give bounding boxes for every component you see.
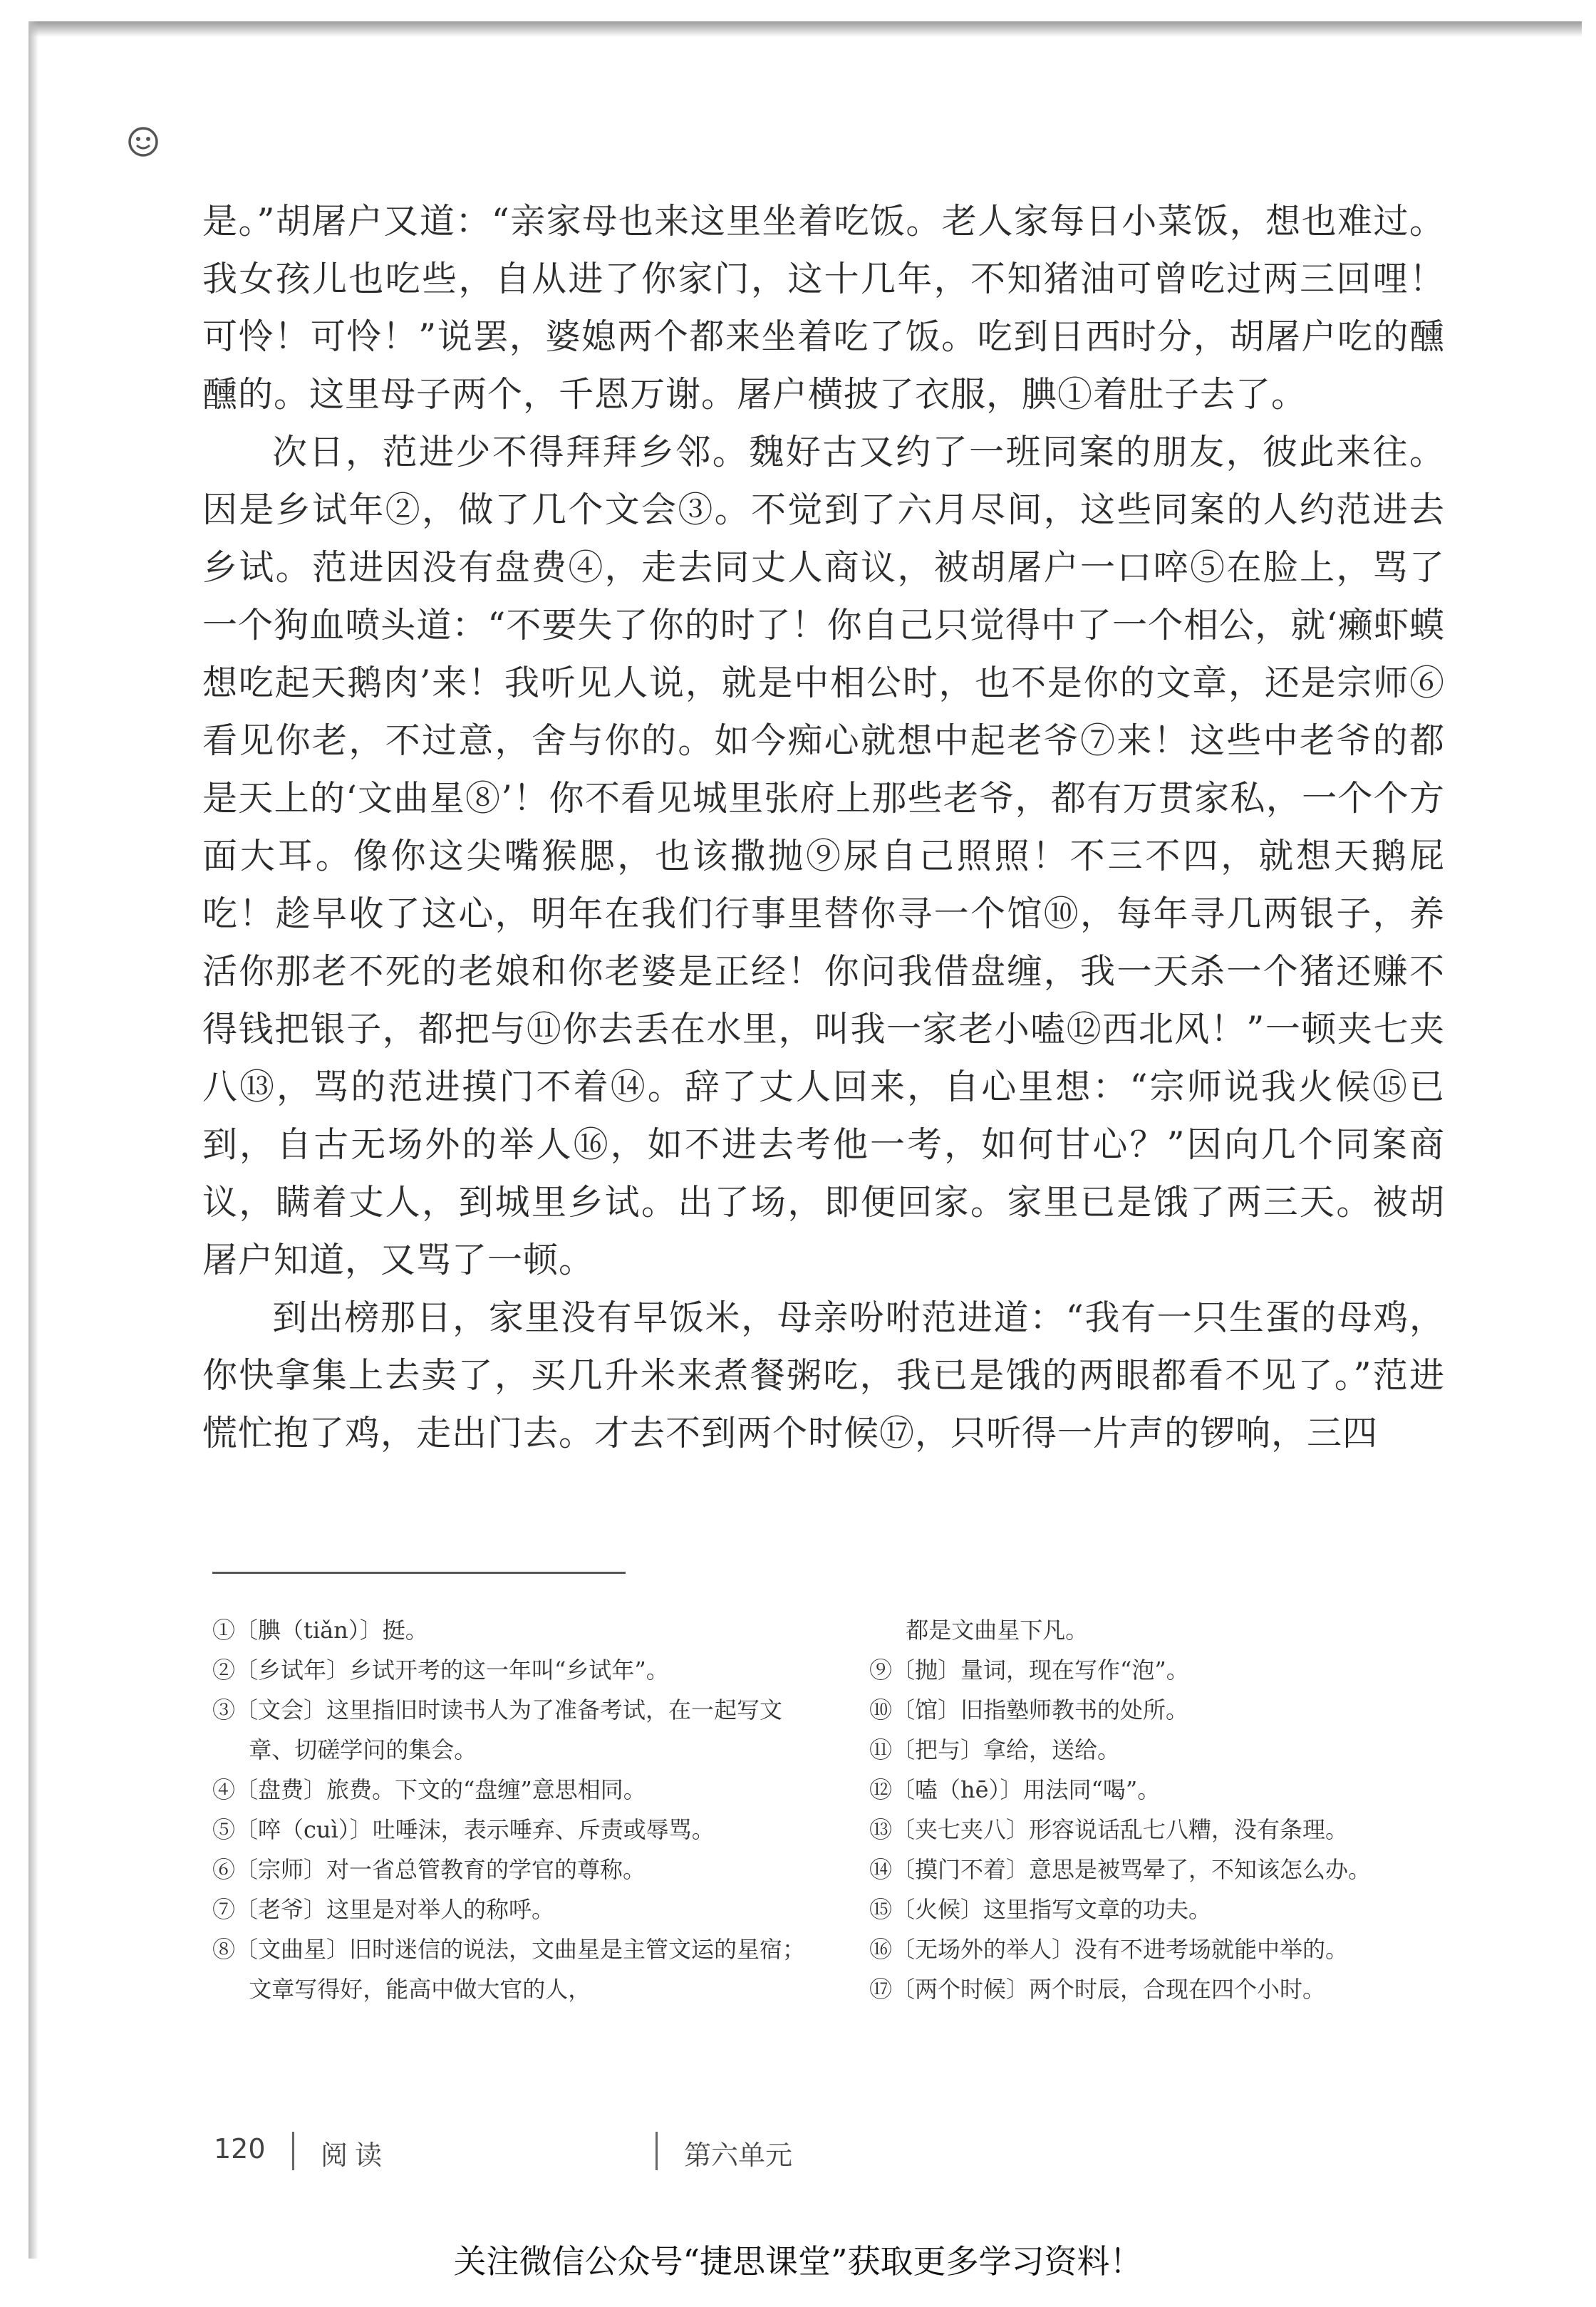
- footnote-12: ⑫〔嗑（hē）〕用法同“喝”。: [869, 1776, 1161, 1803]
- paragraph-2: 次日，范进少不得拜拜乡邻。魏好古又约了一班同案的朋友，彼此来往。因是乡试年②，做了几个文会③。不觉到了六月尽间，这些同案的人约范进去乡试。范进因没有盘费④，走去同丈人商议，被胡屠户一口啐⑤在脸上，骂了一个狗血喷头道：“不要失了你的时了！你自己只觉得中了一个相公，就‘癞虾蟆想吃起天鹅肉’来！我听见人说，就是中相公时，也不是你的文章，还是宗师⑥看见你老，不过意，舍与你的。如今痴心就想中起老爷⑦来！这些中老爷的都是天上的‘文曲星⑧’！你不看见城里张府上那些老爷，都有万贯家私，一个个方面大耳。像你这尖嘴猴腮，也该撒抛⑨尿自己照照！不三不四，就想天鹅屁吃！趁早收了这心，明年在我们行事里替你寻一个馆⑩，每年寻几两银子，养活你那老不死的老娘和你老婆是正经！你问我借盘缠，我一天杀一个猪还赚不得钱把银子，都把与⑪你去丢在水里，叫我一家老小嗑⑫西北风！”一顿夹七夹八⑬，骂的范进摸门不着⑭。辞了丈人回来，自心里想：“宗师说我火候⑮已到，自古无场外的举人⑯，如不进去考他一考，如何甘心？”因向几个同案商议，瞒着丈人，到城里乡试。出了场，即便回家。家里已是饿了两三天。被胡屠户知道，又骂了一顿。: [202, 432, 1445, 1280]
- footnote-4: ④〔盘费〕旅费。下文的“盘缠”意思相同。: [212, 1776, 646, 1803]
- footnotes-right-column: [869, 1610, 1482, 2009]
- footnote-11: ⑪〔把与〕拿给，送给。: [869, 1736, 1121, 1763]
- smiley-icon: [127, 125, 160, 158]
- footnote-14: ⑭〔摸门不着〕意思是被骂晕了，不知该怎么办。: [869, 1856, 1372, 1883]
- paragraph-3: 到出榜那日，家里没有早饭米，母亲吩咐范进道：“我有一只生蛋的母鸡，你快拿集上去卖了，买几升米来煮餐粥吃，我已是饿的两眼都看不见了。”范进慌忙抱了鸡，走出门去。才去不到两个时候⑰，只听得一片声的锣响，三四: [202, 1297, 1445, 1453]
- scan-top-shadow: [28, 21, 1582, 37]
- footnote-5: ⑤〔啐（cuì）〕吐唾沫，表示唾弃、斥责或辱骂。: [212, 1816, 715, 1843]
- footnote-8: ⑧〔文曲星〕旧时迷信的说法，文曲星是主管文运的星宿；文章写得好，能高中做大官的人，: [212, 1936, 806, 2003]
- footnote-9: ⑨〔抛〕量词，现在写作“泡”。: [869, 1657, 1189, 1684]
- footer-separator: [656, 2132, 658, 2170]
- footnote-3: ③〔文会〕这里指旧时读书人为了准备考试，在一起写文章、切磋学问的集会。: [212, 1696, 783, 1763]
- footnote-divider: [212, 1572, 626, 1574]
- footnote-1: ①〔腆（tiǎn）〕挺。: [212, 1617, 428, 1644]
- paragraph-1: 是。”胡屠户又道：“亲家母也来这里坐着吃饭。老人家每日小菜饭，想也难过。我女孩儿也吃些，自从进了你家门，这十几年，不知猪油可曾吃过两三回哩！可怜！可怜！”说罢，婆媳两个都来坐着吃了饭。吃到日西时分，胡屠户吃的醺醺的。这里母子两个，千恩万谢。屠户横披了衣服，腆①着肚子去了。: [202, 201, 1445, 415]
- section-label: 阅读: [321, 2140, 390, 2171]
- footnote-8-continued: 都是文曲星下凡。: [906, 1617, 1089, 1644]
- footnote-2: ②〔乡试年〕乡试开考的这一年叫“乡试年”。: [212, 1657, 669, 1684]
- footnote-15: ⑮〔火候〕这里指写文章的功夫。: [869, 1896, 1212, 1923]
- footnote-13: ⑬〔夹七夹八〕形容说话乱七八糟，没有条理。: [869, 1816, 1349, 1843]
- footnote-10: ⑩〔馆〕旧指塾师教书的处所。: [869, 1696, 1189, 1723]
- footer-separator: [292, 2132, 294, 2170]
- promo-banner: 关注微信公众号“捷思课堂”获取更多学习资料！: [453, 2242, 1143, 2281]
- main-text: [202, 192, 1445, 1462]
- unit-label: 第六单元: [684, 2140, 793, 2171]
- footnote-7: ⑦〔老爷〕这里是对举人的称呼。: [212, 1896, 555, 1923]
- footnote-17: ⑰〔两个时候〕两个时辰，合现在四个小时。: [869, 1976, 1326, 2003]
- footnotes-left-column: [212, 1610, 818, 2009]
- footnote-6: ⑥〔宗师〕对一省总管教育的学官的尊称。: [212, 1856, 646, 1883]
- footnote-16: ⑯〔无场外的举人〕没有不进考场就能中举的。: [869, 1936, 1349, 1963]
- scan-left-shadow: [28, 21, 38, 2259]
- page-number: 120: [214, 2133, 266, 2165]
